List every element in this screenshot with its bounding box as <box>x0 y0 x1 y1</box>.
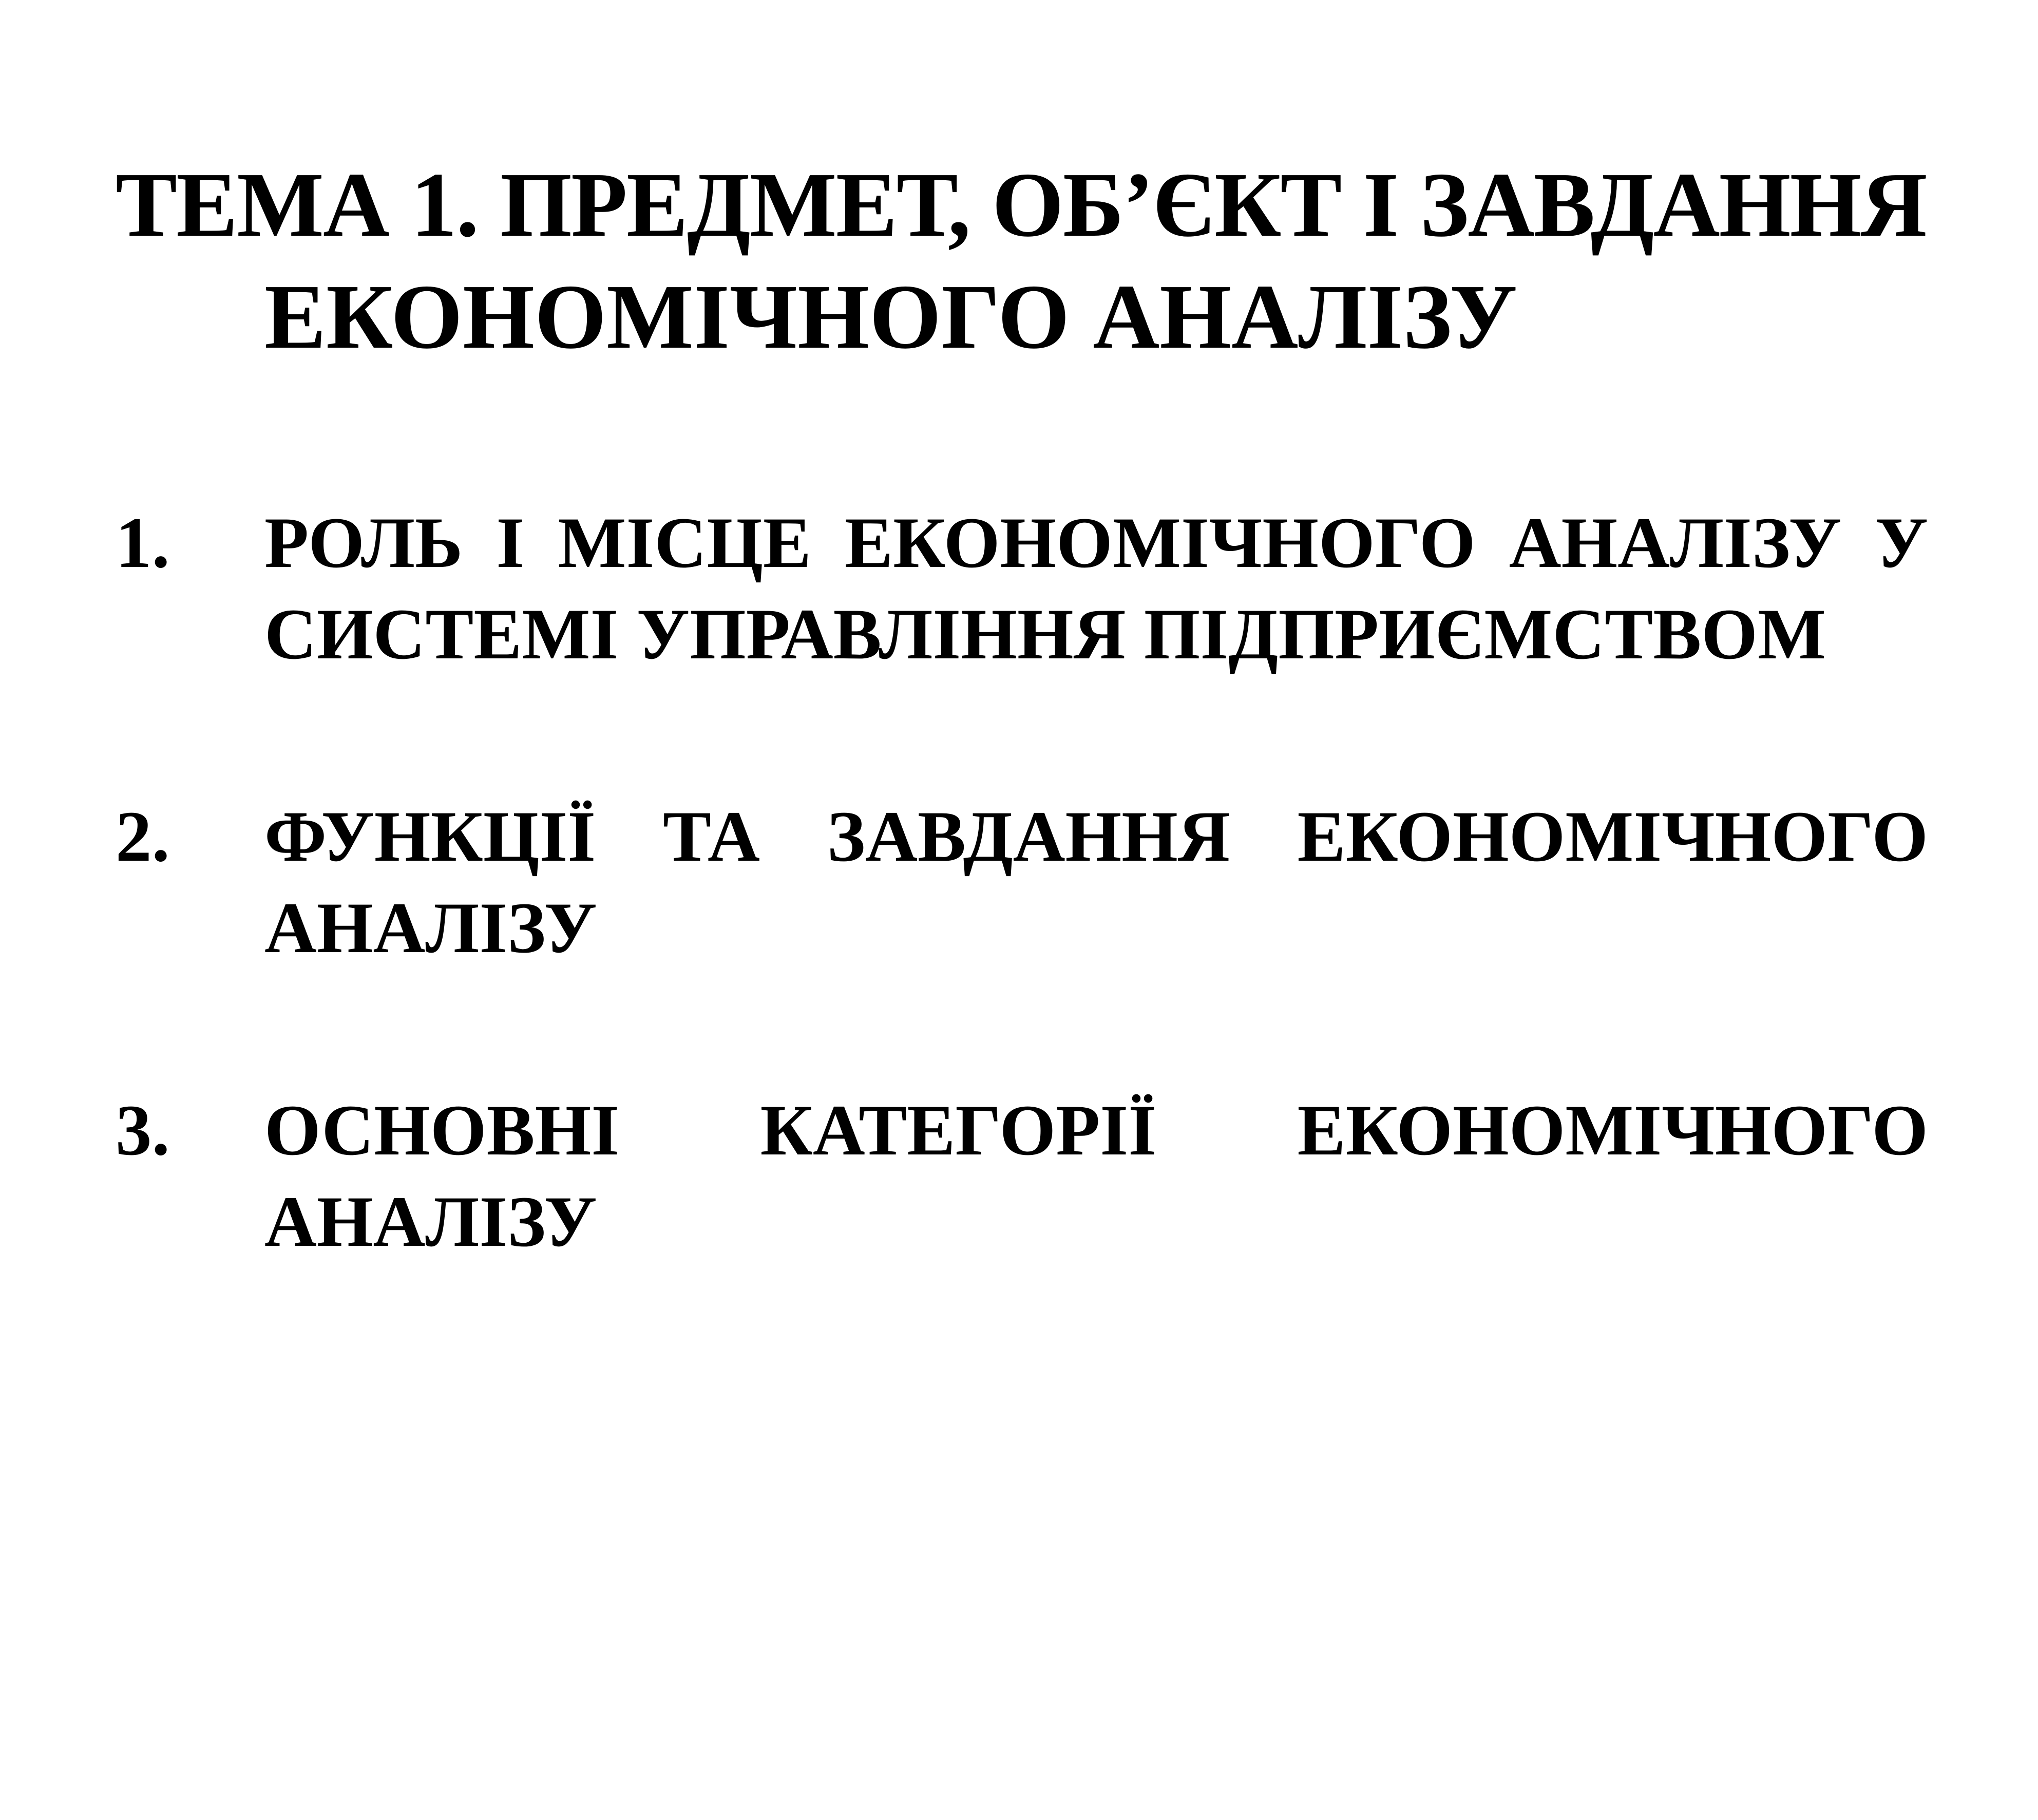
list-item <box>116 1085 1928 1267</box>
title-line-1: ТЕМА 1. ПРЕДМЕТ, ОБ’ЄКТ І ЗАВДАННЯ <box>116 154 1927 256</box>
list-item-number: 3. <box>116 1090 170 1170</box>
list-item-text: РОЛЬ І МІСЦЕ ЕКОНОМІЧНОГО АНАЛІЗУ У СИСТЕМІ УПРАВЛІННЯ ПІДПРИЄМСТВОМ <box>264 503 1928 674</box>
list-item <box>116 497 1928 680</box>
list-item-number: 2. <box>116 797 170 877</box>
list-item-number: 1. <box>116 503 170 583</box>
title-line-2: ЕКОНОМІЧНОГО АНАЛІЗУ <box>264 266 1518 368</box>
list-item-text: ФУНКЦІЇ ТА ЗАВДАННЯ ЕКОНОМІЧНОГО АНАЛІЗУ <box>264 797 1928 968</box>
list-item <box>116 791 1928 974</box>
page-title <box>116 149 1933 373</box>
list-item-text: ОСНОВНІ КАТЕГОРІЇ ЕКОНОМІЧНОГО АНАЛІЗУ <box>264 1090 1928 1262</box>
